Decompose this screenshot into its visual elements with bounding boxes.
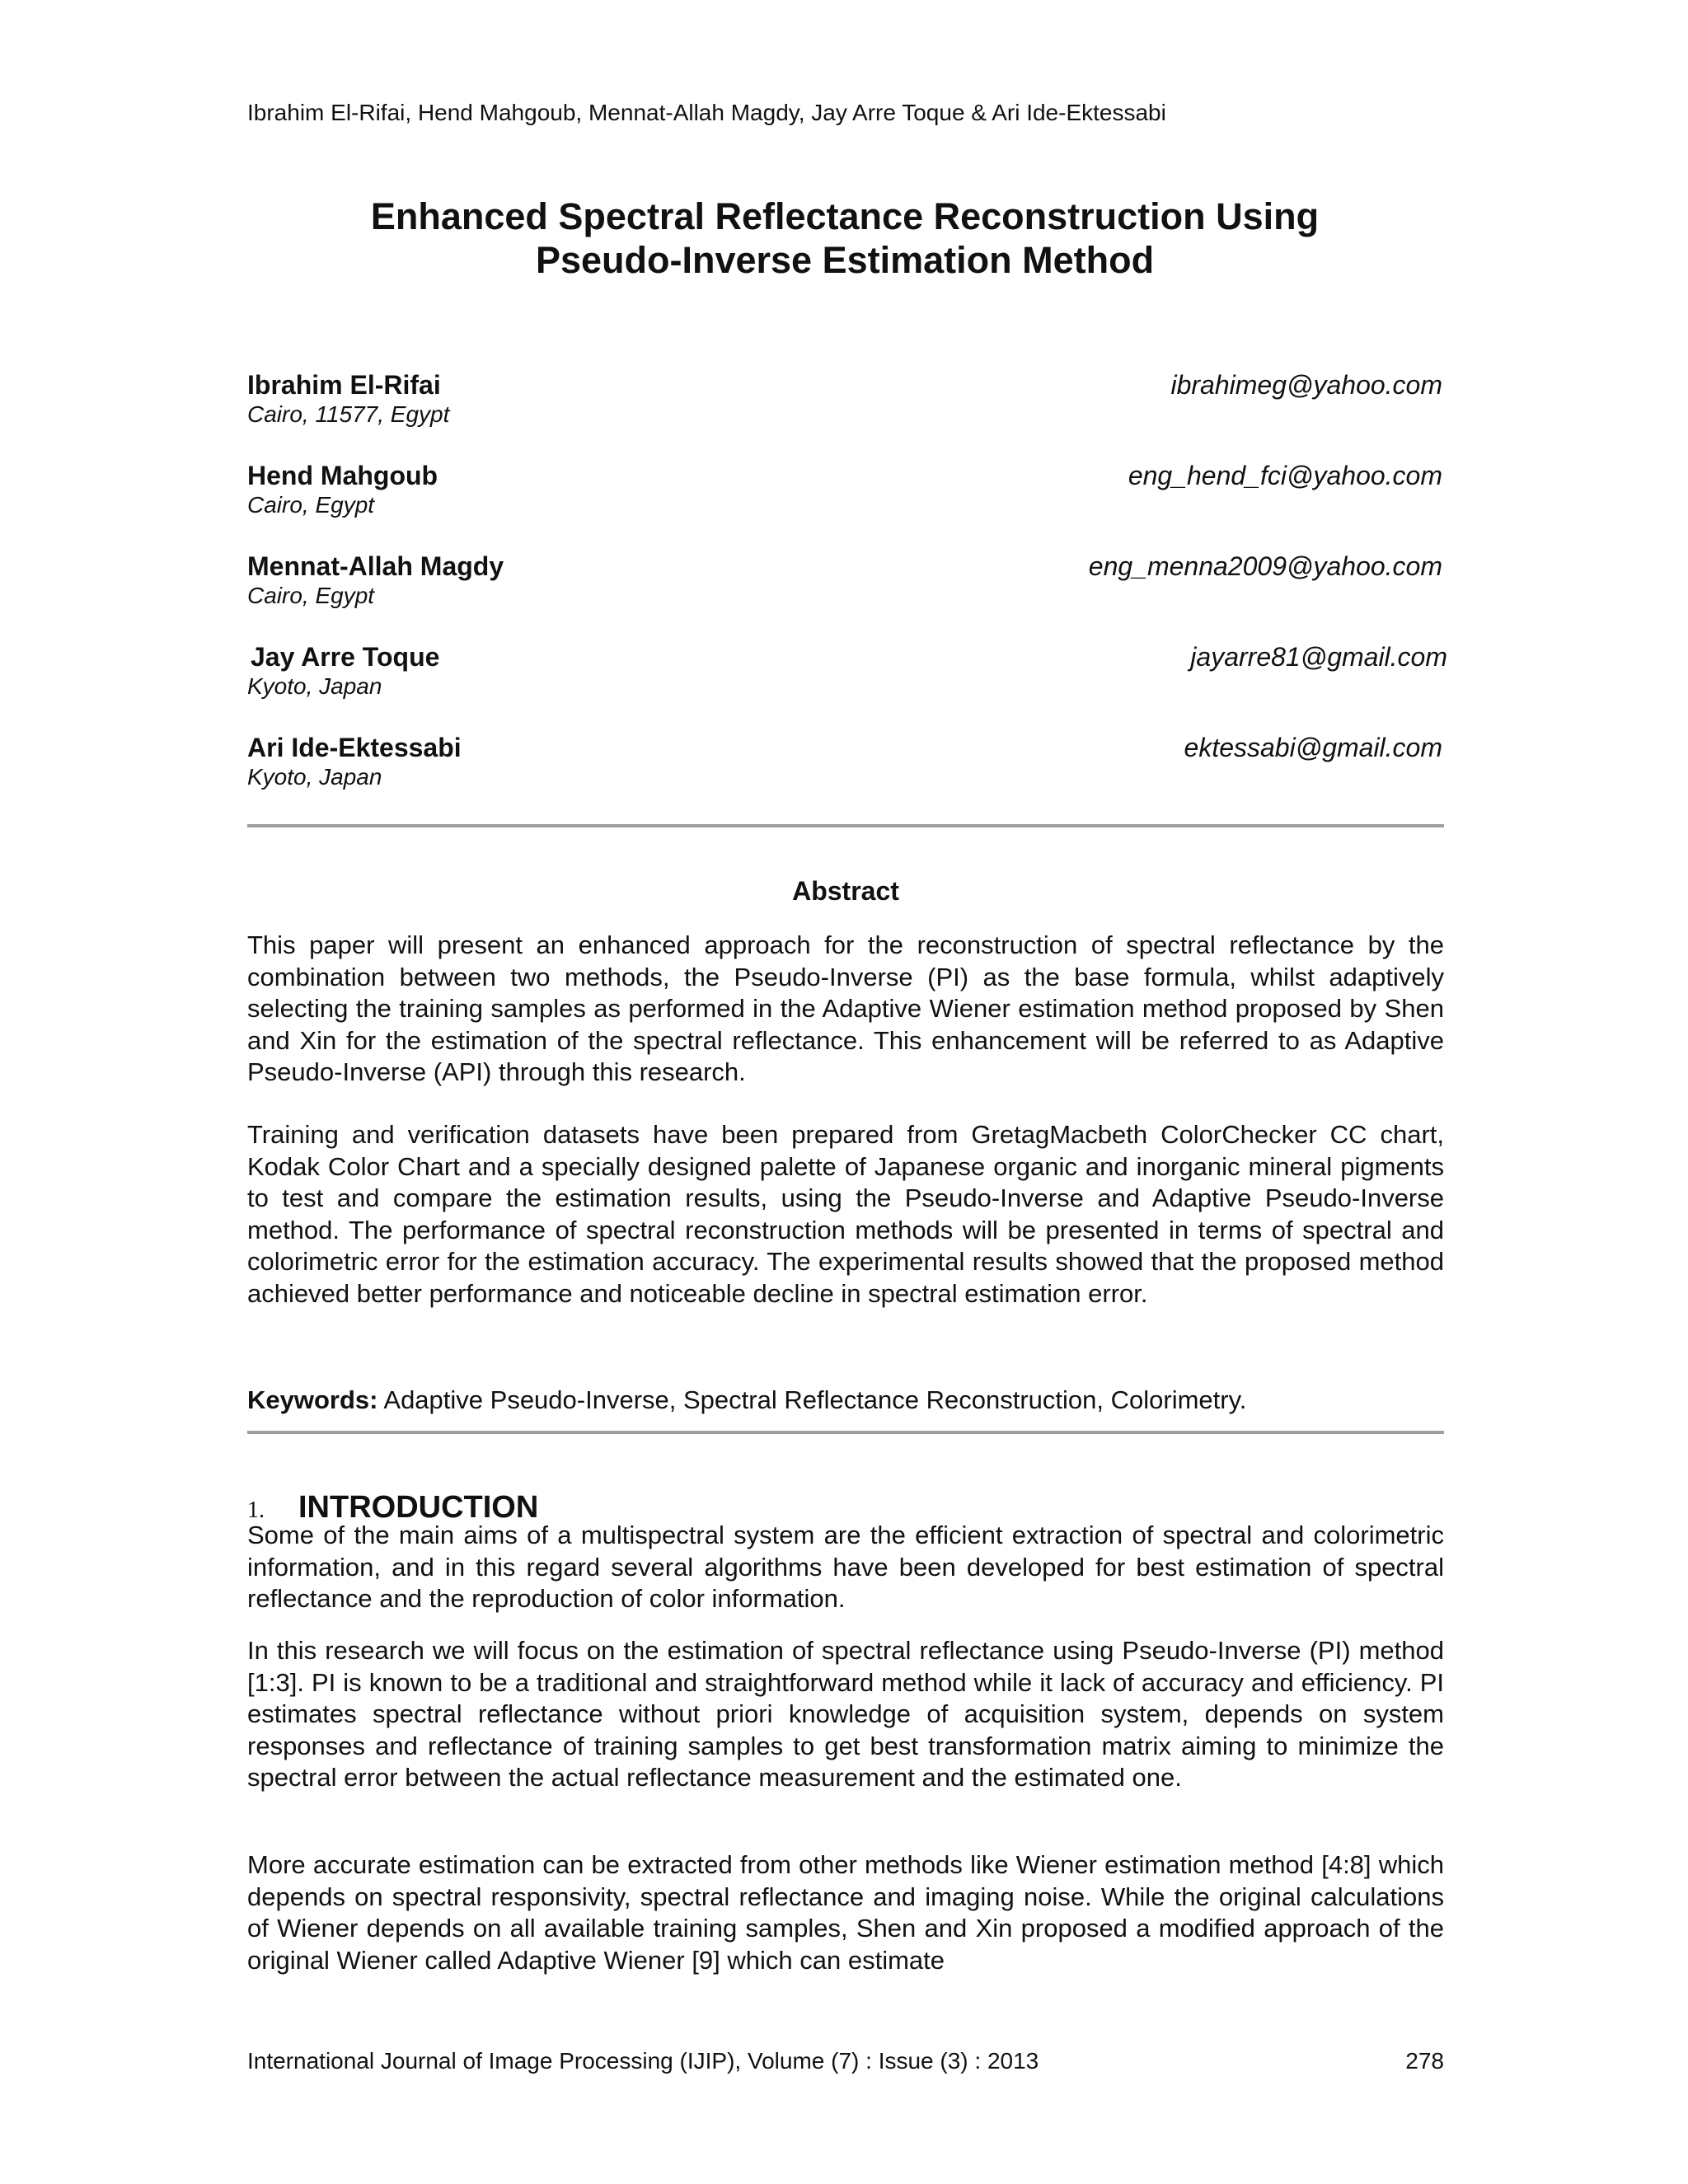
body-paragraph: Some of the main aims of a multispectral system are the efficient extraction of spectral and colorimetric information, and in this regard several algorithms have been developed for best estimation of spectral reflectance and the reproduction of color information. bbox=[247, 1521, 1444, 1613]
page-number: 278 bbox=[1405, 2048, 1444, 2074]
author-block bbox=[247, 369, 1442, 435]
author-location: Cairo, 11577, Egypt bbox=[247, 401, 450, 427]
author-block bbox=[247, 641, 1447, 707]
keywords-label: Keywords: bbox=[247, 1385, 378, 1414]
keywords-list: Adaptive Pseudo-Inverse, Spectral Reflectance Reconstruction, Colorimetry. bbox=[383, 1385, 1247, 1414]
author-location: Cairo, Egypt bbox=[247, 492, 375, 518]
paper-title-line-2: Pseudo-Inverse Estimation Method bbox=[535, 239, 1155, 281]
author-name: Ari Ide-Ektessabi bbox=[247, 733, 462, 762]
author-location: Kyoto, Japan bbox=[247, 764, 382, 790]
section-title: INTRODUCTION bbox=[298, 1490, 539, 1525]
author-name: Ibrahim El-Rifai bbox=[247, 370, 441, 400]
divider bbox=[247, 1431, 1444, 1434]
author-name: Mennat-Allah Magdy bbox=[247, 551, 504, 581]
divider bbox=[247, 824, 1444, 827]
footer-journal: International Journal of Image Processing (IJIP), Volume (7) : Issue (3) : 2013 bbox=[247, 2048, 1039, 2074]
author-block bbox=[247, 732, 1442, 798]
author-block bbox=[247, 460, 1442, 526]
author-email[interactable]: eng_menna2009@yahoo.com bbox=[1088, 551, 1442, 581]
author-email[interactable]: ektessabi@gmail.com bbox=[1184, 733, 1442, 762]
paper-title-line-1: Enhanced Spectral Reflectance Reconstruction Using bbox=[370, 195, 1320, 237]
author-email[interactable]: eng_hend_fci@yahoo.com bbox=[1128, 461, 1442, 490]
author-email[interactable]: jayarre81@gmail.com bbox=[1190, 642, 1447, 672]
abstract-heading: Abstract bbox=[792, 876, 899, 906]
author-name: Hend Mahgoub bbox=[247, 461, 438, 490]
body-paragraph: More accurate estimation can be extracted from other methods like Wiener estimation method [4:8] which depends on spectral responsivity, spectral reflectance and imaging noise. While the original calculations of Wiener depends on all available training samples, Shen and Xin proposed a modified approach of the original Wiener called Adaptive Wiener [9] which can estimate bbox=[247, 1850, 1444, 1975]
running-header: Ibrahim El-Rifai, Hend Mahgoub, Mennat-Allah Magdy, Jay Arre Toque & Ari Ide-Ektessabi bbox=[247, 100, 1166, 125]
author-location: Cairo, Egypt bbox=[247, 583, 375, 608]
keywords bbox=[247, 1385, 1444, 1416]
author-block bbox=[247, 551, 1442, 616]
abstract-paragraph: This paper will present an enhanced approach for the reconstruction of spectral reflectance by the combination between two methods, the Pseudo-Inverse (PI) as the base formula, whilst adaptively selecting the training samples as performed in the Adaptive Wiener estimation method proposed by Shen and Xin for the estimation of the spectral reflectance. This enhancement will be referred to as Adaptive Pseudo-Inverse (API) through this research. bbox=[247, 930, 1444, 1086]
section-number: 1. bbox=[247, 1497, 265, 1523]
author-email[interactable]: ibrahimeg@yahoo.com bbox=[1170, 370, 1442, 400]
paper-title bbox=[247, 194, 1442, 282]
abstract-paragraph: Training and verification datasets have been prepared from GretagMacbeth ColorChecker CC chart, Kodak Color Chart and a specially designed palette of Japanese organic and inorganic mineral pigments to test and compare the estimation results, using the Pseudo-Inverse and Adaptive Pseudo-Inverse method. The performance of spectral reconstruction methods will be presented in terms of spectral and colorimetric error for the estimation accuracy. The experimental results showed that the proposed method achieved better performance and noticeable decline in spectral estimation error. bbox=[247, 1120, 1444, 1308]
body-paragraph: In this research we will focus on the estimation of spectral reflectance using Pseudo-Inverse (PI) method [1:3]. PI is known to be a traditional and straightforward method while it lack of accuracy and efficiency. PI estimates spectral reflectance without priori knowledge of acquisition system, depends on system responses and reflectance of training samples to get best transformation matrix aiming to minimize the spectral error between the actual reflectance measurement and the estimated one. bbox=[247, 1636, 1444, 1792]
author-location: Kyoto, Japan bbox=[247, 673, 382, 699]
author-name: Jay Arre Toque bbox=[251, 642, 440, 672]
